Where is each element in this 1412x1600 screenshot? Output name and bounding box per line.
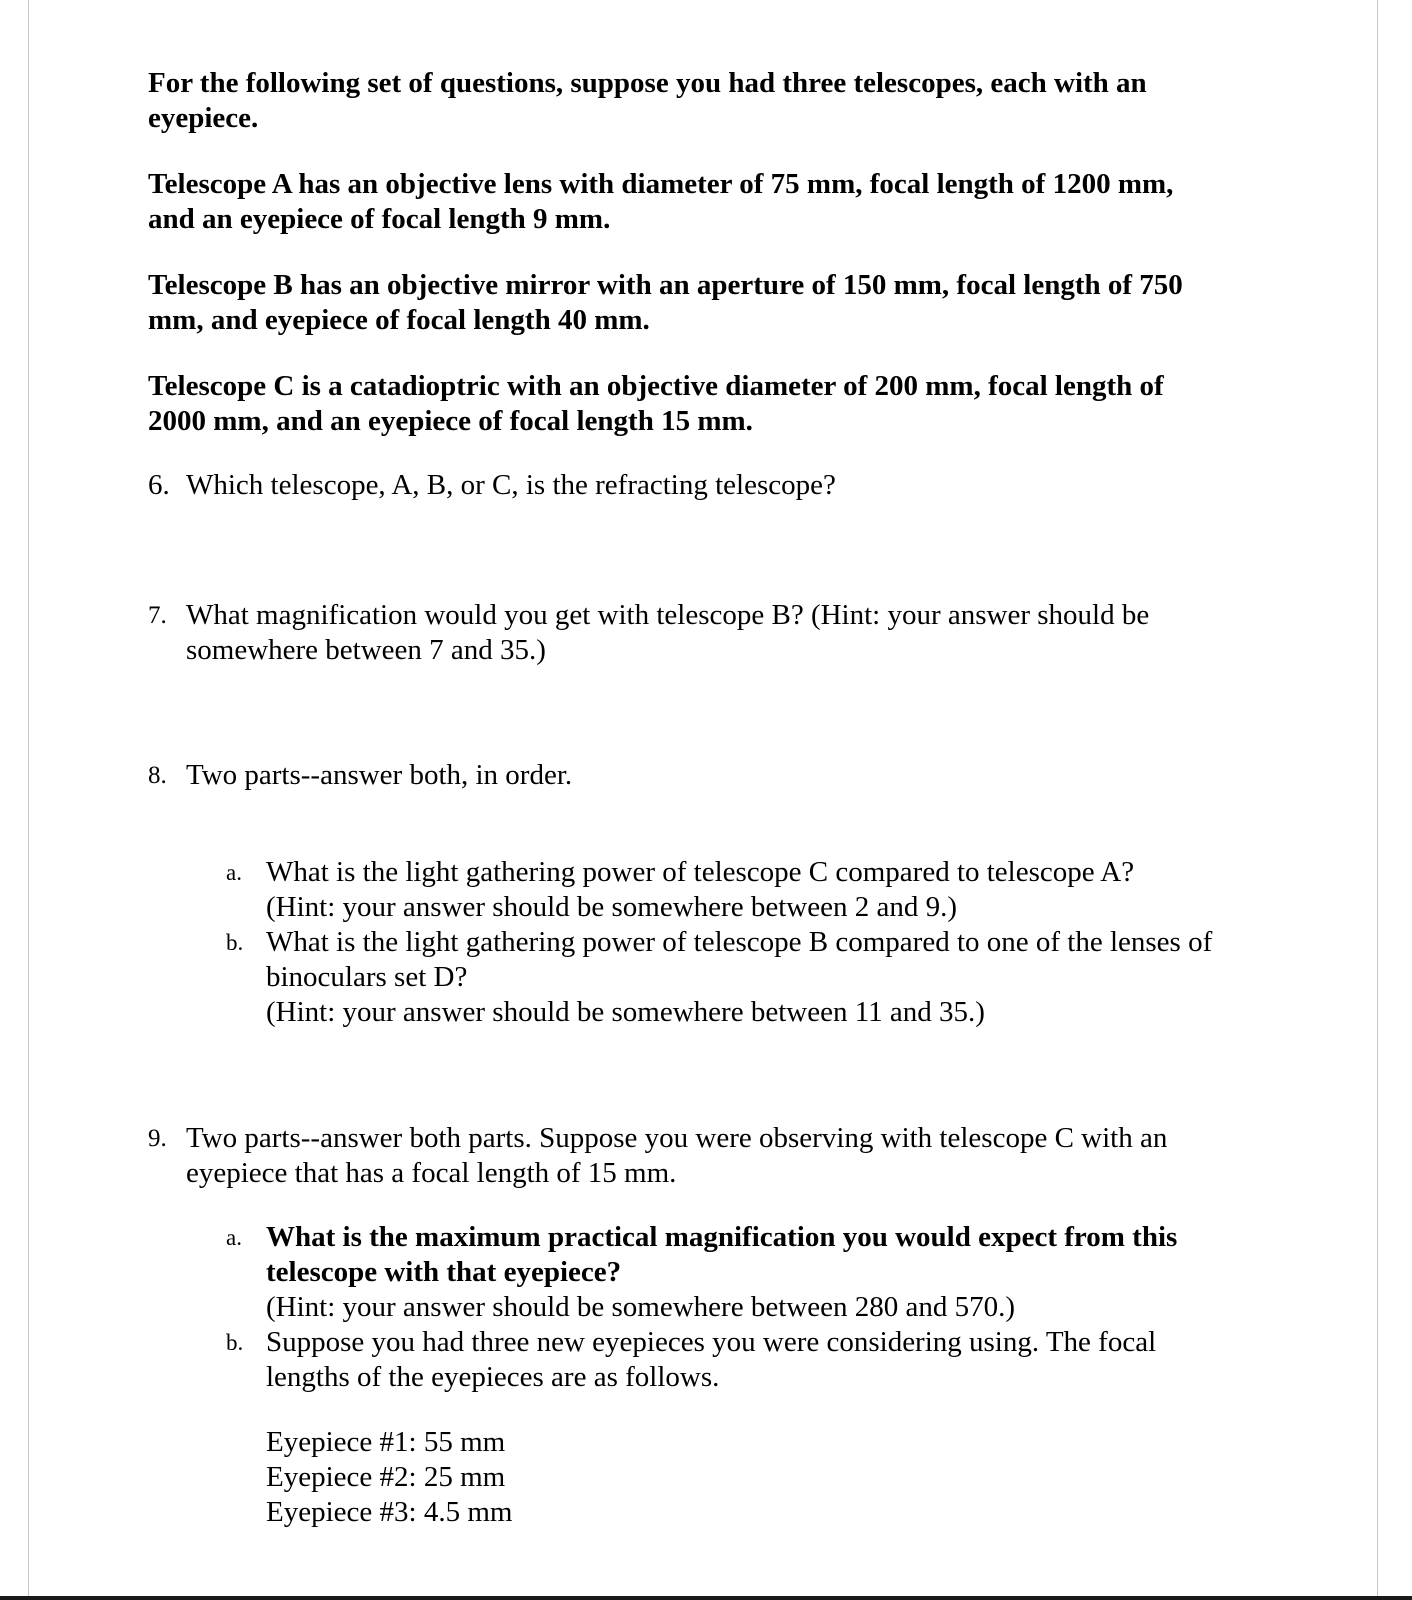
subquestion-letter: b.	[226, 930, 244, 955]
subquestion-letter: b.	[226, 1330, 244, 1355]
subquestion-line: binoculars set D?	[266, 961, 468, 993]
question-line: somewhere between 7 and 35.)	[186, 634, 546, 666]
question-9a	[226, 1220, 1278, 1325]
question-line: What magnification would you get with telescope B? (Hint: your answer should be	[186, 599, 1150, 631]
subquestion-text	[266, 925, 1278, 1030]
subquestion-line: What is the light gathering power of telescope B compared to one of the lenses of	[266, 926, 1213, 958]
telescope-a-line: and an eyepiece of focal length 9 mm.	[148, 203, 611, 235]
eyepiece-list-item: Eyepiece #2: 25 mm	[266, 1461, 506, 1493]
question-text: Which telescope, A, B, or C, is the refracting telescope?	[186, 469, 836, 501]
intro-paragraph	[148, 66, 1278, 136]
page-bottom-rule	[0, 1596, 1412, 1600]
question-number: 6.	[148, 469, 170, 501]
question-8a	[226, 855, 1278, 925]
intro-line: eyepiece.	[148, 102, 259, 134]
question-number: 9.	[148, 1125, 167, 1152]
subquestion-text	[266, 1220, 1278, 1325]
question-7	[148, 598, 1278, 668]
subquestion-hint: (Hint: your answer should be somewhere between 11 and 35.)	[266, 996, 985, 1028]
subquestion-text	[266, 1325, 1278, 1530]
subquestion-text	[266, 855, 1278, 925]
subquestion-line: lengths of the eyepieces are as follows.	[266, 1361, 720, 1393]
telescope-b-description	[148, 268, 1278, 338]
document-body	[148, 66, 1278, 1530]
telescope-b-line: mm, and eyepiece of focal length 40 mm.	[148, 304, 650, 336]
telescope-b-line: Telescope B has an objective mirror with an aperture of 150 mm, focal length of 750	[148, 269, 1183, 301]
subquestion-line: Suppose you had three new eyepieces you were considering using. The focal	[266, 1326, 1157, 1358]
question-number: 7.	[148, 602, 167, 629]
question-number: 8.	[148, 762, 167, 789]
question-text	[186, 1121, 1278, 1191]
intro-line: For the following set of questions, suppose you had three telescopes, each with an	[148, 67, 1147, 99]
telescope-a-line: Telescope A has an objective lens with diameter of 75 mm, focal length of 1200 mm,	[148, 168, 1174, 200]
subquestion-line: What is the light gathering power of telescope C compared to telescope A?	[266, 856, 1135, 888]
telescope-c-line: Telescope C is a catadioptric with an objective diameter of 200 mm, focal length of	[148, 370, 1164, 402]
question-line: Two parts--answer both parts. Suppose you were observing with telescope C with an	[186, 1122, 1168, 1154]
subquestion-bold-line: telescope with that eyepiece?	[266, 1256, 622, 1288]
subquestion-hint: (Hint: your answer should be somewhere between 280 and 570.)	[266, 1291, 1015, 1323]
question-text: Two parts--answer both, in order.	[186, 759, 573, 791]
eyepiece-list-item: Eyepiece #1: 55 mm	[266, 1426, 506, 1458]
question-8	[148, 758, 1278, 793]
question-9	[148, 1121, 1278, 1191]
question-line: eyepiece that has a focal length of 15 mm.	[186, 1157, 677, 1189]
subquestion-line: (Hint: your answer should be somewhere between 2 and 9.)	[266, 891, 957, 923]
subquestion-letter: a.	[226, 860, 242, 885]
question-6	[148, 468, 1278, 503]
subquestion-letter: a.	[226, 1225, 242, 1250]
telescope-c-line: 2000 mm, and an eyepiece of focal length 15 mm.	[148, 405, 753, 437]
telescope-c-description	[148, 369, 1278, 439]
subquestion-bold-line: What is the maximum practical magnification you would expect from this	[266, 1221, 1178, 1253]
question-text	[186, 598, 1278, 668]
telescope-a-description	[148, 167, 1278, 237]
eyepiece-list-item: Eyepiece #3: 4.5 mm	[266, 1496, 513, 1528]
question-8b	[226, 925, 1278, 1030]
question-9b	[226, 1325, 1278, 1530]
